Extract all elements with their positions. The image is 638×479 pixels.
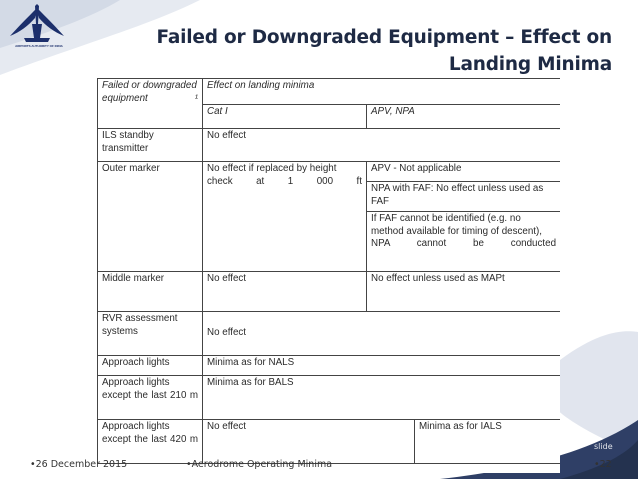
- row-label: Approach lights: [98, 356, 203, 376]
- table-row: [98, 356, 561, 376]
- aai-emblem-icon: [2, 2, 72, 46]
- table-row: [98, 129, 561, 162]
- row-cat1: No effect: [203, 272, 367, 312]
- row-cat1: Minima as for NALS: [203, 356, 561, 376]
- row-apv: No effect unless used as MAPt: [367, 272, 561, 312]
- table-row: [98, 420, 561, 464]
- row-apv: NPA with FAF: No effect unless used as FAF: [367, 182, 561, 212]
- table-row: [98, 162, 561, 182]
- row-label: Approach lights except the last 420 m: [98, 420, 203, 464]
- row-apv: If FAF cannot be identified (e.g. no method available for timing of descent), NPA cannot be conducted: [367, 212, 561, 272]
- row-label: ILS standby transmitter: [98, 129, 203, 162]
- row-cat1: No effect: [203, 420, 415, 464]
- footer-date: •26 December 2015: [30, 459, 128, 470]
- row-apv: Minima as for IALS: [415, 420, 561, 464]
- footer-title: •Aerodrome Operating Minima: [186, 459, 333, 470]
- row-label: Approach lights except the last 210 m: [98, 376, 203, 420]
- row-cat1: No effect if replaced by height check at 1 000 ft: [203, 162, 367, 272]
- table-row: [98, 272, 561, 312]
- header-equipment: Failed or downgraded equipment ¹: [98, 79, 203, 129]
- table-row: [98, 376, 561, 420]
- logo-caption: AIRPORTS AUTHORITY OF INDIA: [15, 44, 63, 48]
- landing-minima-table: [97, 78, 560, 464]
- aai-logo: [2, 2, 72, 54]
- landing-minima-table-image: [97, 78, 560, 473]
- header-apv-npa: APV, NPA: [367, 105, 561, 129]
- row-label: Middle marker: [98, 272, 203, 312]
- row-apv: APV - Not applicable: [367, 162, 561, 182]
- table-row: [98, 312, 561, 356]
- row-label: RVR assessment systems: [98, 312, 203, 356]
- row-cat1: No effect: [203, 312, 561, 356]
- header-effect: Effect on landing minima: [203, 79, 561, 105]
- footer-page-number: •22: [594, 459, 612, 470]
- watermark: slide: [594, 442, 613, 451]
- row-cat1: No effect: [203, 129, 561, 162]
- row-label: Outer marker: [98, 162, 203, 272]
- table-header-row: [98, 79, 561, 105]
- slide-title: Failed or Downgraded Equipment – Effect on Landing Minima: [156, 27, 612, 75]
- row-cat1: Minima as for BALS: [203, 376, 561, 420]
- header-cat1: Cat I: [203, 105, 367, 129]
